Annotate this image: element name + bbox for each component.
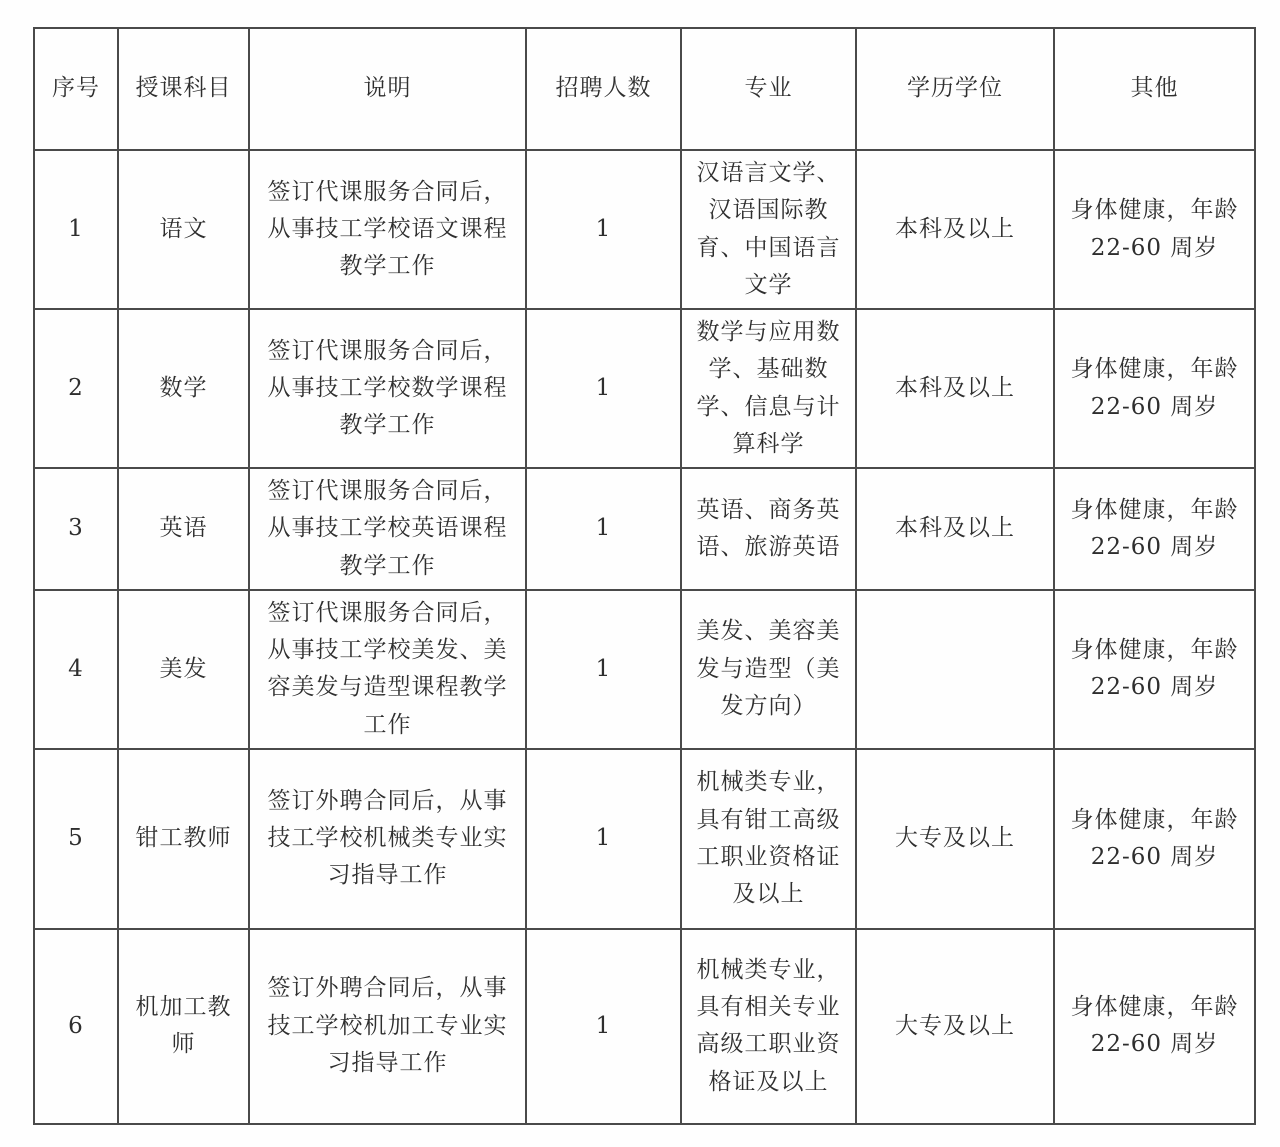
header-major: 专业 — [681, 28, 856, 150]
cell-other: 身体健康，年龄 22-60 周岁 — [1054, 309, 1255, 468]
cell-other: 身体健康，年龄 22-60 周岁 — [1054, 929, 1255, 1124]
cell-seq: 2 — [34, 309, 118, 468]
cell-subject: 机加工教师 — [118, 929, 249, 1124]
cell-subject: 钳工教师 — [118, 749, 249, 929]
cell-recruit-count: 1 — [526, 468, 681, 590]
table-row — [34, 749, 1255, 929]
table-row — [34, 468, 1255, 590]
cell-recruit-count: 1 — [526, 590, 681, 749]
header-seq: 序号 — [34, 28, 118, 150]
cell-seq: 6 — [34, 929, 118, 1124]
cell-recruit-count: 1 — [526, 929, 681, 1124]
cell-description: 签订代课服务合同后，从事技工学校语文课程教学工作 — [249, 150, 526, 309]
cell-other: 身体健康，年龄 22-60 周岁 — [1054, 150, 1255, 309]
cell-seq: 1 — [34, 150, 118, 309]
cell-description: 签订代课服务合同后，从事技工学校数学课程教学工作 — [249, 309, 526, 468]
table-header-row — [34, 28, 1255, 150]
cell-description: 签订外聘合同后，从事技工学校机加工专业实习指导工作 — [249, 929, 526, 1124]
cell-recruit-count: 1 — [526, 150, 681, 309]
cell-other: 身体健康，年龄 22-60 周岁 — [1054, 468, 1255, 590]
cell-degree: 大专及以上 — [856, 749, 1054, 929]
table-row — [34, 590, 1255, 749]
header-subject: 授课科目 — [118, 28, 249, 150]
cell-subject: 数学 — [118, 309, 249, 468]
cell-degree: 本科及以上 — [856, 309, 1054, 468]
cell-subject: 美发 — [118, 590, 249, 749]
cell-other: 身体健康，年龄 22-60 周岁 — [1054, 749, 1255, 929]
cell-other: 身体健康，年龄 22-60 周岁 — [1054, 590, 1255, 749]
header-other: 其他 — [1054, 28, 1255, 150]
table-row — [34, 929, 1255, 1124]
cell-major: 机械类专业，具有钳工高级工职业资格证及以上 — [681, 749, 856, 929]
cell-major: 数学与应用数学、基础数学、信息与计算科学 — [681, 309, 856, 468]
header-description: 说明 — [249, 28, 526, 150]
cell-major: 机械类专业，具有相关专业高级工职业资格证及以上 — [681, 929, 856, 1124]
cell-description: 签订代课服务合同后，从事技工学校英语课程教学工作 — [249, 468, 526, 590]
table-row — [34, 309, 1255, 468]
cell-major: 汉语言文学、汉语国际教育、中国语言文学 — [681, 150, 856, 309]
cell-seq: 3 — [34, 468, 118, 590]
header-degree: 学历学位 — [856, 28, 1054, 150]
cell-major: 英语、商务英语、旅游英语 — [681, 468, 856, 590]
cell-recruit-count: 1 — [526, 309, 681, 468]
recruitment-table — [33, 27, 1256, 1125]
cell-recruit-count: 1 — [526, 749, 681, 929]
table-row — [34, 150, 1255, 309]
cell-major: 美发、美容美发与造型（美发方向） — [681, 590, 856, 749]
cell-degree — [856, 590, 1054, 749]
cell-seq: 4 — [34, 590, 118, 749]
cell-description: 签订代课服务合同后，从事技工学校美发、美容美发与造型课程教学工作 — [249, 590, 526, 749]
cell-subject: 英语 — [118, 468, 249, 590]
cell-degree: 本科及以上 — [856, 468, 1054, 590]
cell-seq: 5 — [34, 749, 118, 929]
cell-description: 签订外聘合同后，从事技工学校机械类专业实习指导工作 — [249, 749, 526, 929]
cell-subject: 语文 — [118, 150, 249, 309]
cell-degree: 大专及以上 — [856, 929, 1054, 1124]
header-recruit-count: 招聘人数 — [526, 28, 681, 150]
cell-degree: 本科及以上 — [856, 150, 1054, 309]
